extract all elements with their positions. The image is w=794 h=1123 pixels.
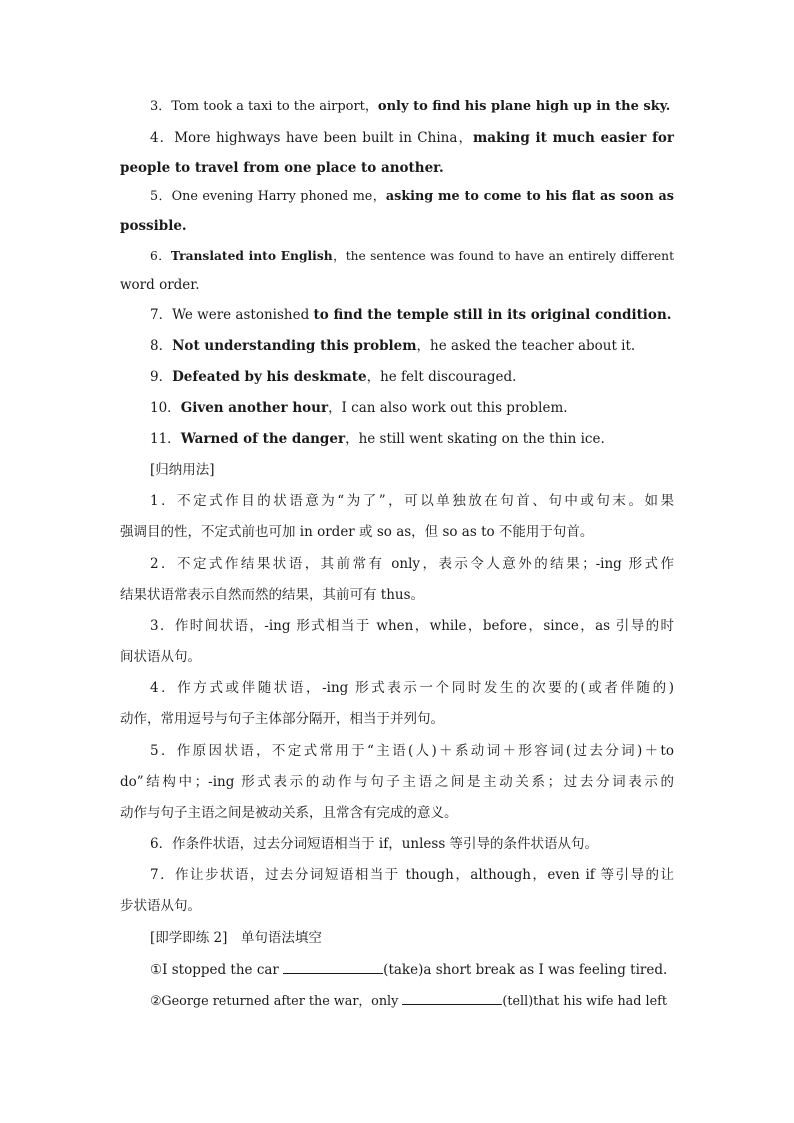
example-7: 7．We were astonished to find the temple still in its original condition. [150, 307, 672, 323]
summary-1-line-1: 1．不定式作目的状语意为“为了”，可以单独放在句首、句中或句末。如果 [150, 493, 674, 509]
exercise-heading: [即学即练 2] 单句语法填空 [150, 930, 322, 946]
summary-3-line-2: 间状语从句。 [120, 649, 201, 665]
exercise-1: ①I stopped the car (take)a short break as I was feeling tired. [150, 959, 674, 980]
summary-6-line-1: 6．作条件状语，过去分词短语相当于 if，unless 等引导的条件状语从句。 [150, 836, 599, 852]
summary-2-line-2: 结果状语常表示自然而然的结果，其前可有 thus。 [120, 587, 425, 603]
summary-7-line-2: 步状语从句。 [120, 898, 201, 914]
answer-blank-2[interactable] [402, 990, 502, 1005]
summary-5-line-1: 5．作原因状语，不定式常用于“主语(人)＋系动词＋形容词(过去分词)＋to [150, 743, 674, 759]
example-8: 8．Not understanding this problem，he asked the teacher about it. [150, 338, 636, 354]
exercise-2: ②George returned after the war，only (tell)that his wife had left [150, 990, 674, 1012]
example-6-cont: word order. [120, 277, 200, 293]
example-3: 3．Tom took a taxi to the airport，only to find his plane high up in the sky. [150, 99, 671, 114]
summary-1-line-2: 强调目的性，不定式前也可加 in order 或 so as，但 so as to 不能用于句首。 [120, 524, 594, 540]
answer-blank-1[interactable] [283, 959, 383, 974]
example-5: 5．One evening Harry phoned me，asking me to come to his flat as soon as [150, 189, 674, 204]
example-4: 4．More highways have been built in China，making it much easier for [150, 130, 674, 146]
example-10: 10．Given another hour，I can also work out this problem. [150, 400, 568, 416]
example-4-cont: people to travel from one place to another. [120, 160, 444, 176]
example-6: 6．Translated into English，the sentence was found to have an entirely different [150, 248, 674, 263]
summary-heading: [归纳用法] [150, 462, 215, 478]
summary-5-line-2: do”结构中；-ing 形式表示的动作与句子主语之间是主动关系；过去分词表示的 [120, 774, 674, 790]
summary-5-line-3: 动作与句子主语之间是被动关系，且常含有完成的意义。 [120, 805, 458, 821]
summary-3-line-1: 3．作时间状语，-ing 形式相当于 when，while，before，since，as 引导的时 [150, 618, 674, 634]
summary-7-line-1: 7．作让步状语，过去分词短语相当于 though，although，even if 等引导的让 [150, 867, 674, 883]
summary-2-line-1: 2．不定式作结果状语，其前常有 only，表示令人意外的结果；-ing 形式作 [150, 556, 674, 572]
summary-4-line-1: 4．作方式或伴随状语，-ing 形式表示一个同时发生的次要的(或者伴随的) [150, 680, 674, 696]
example-5-cont: possible. [120, 218, 187, 234]
example-11: 11．Warned of the danger，he still went skating on the thin ice. [150, 431, 605, 447]
summary-4-line-2: 动作，常用逗号与句子主体部分隔开，相当于并列句。 [120, 711, 444, 727]
example-9: 9．Defeated by his deskmate，he felt discouraged. [150, 369, 517, 385]
